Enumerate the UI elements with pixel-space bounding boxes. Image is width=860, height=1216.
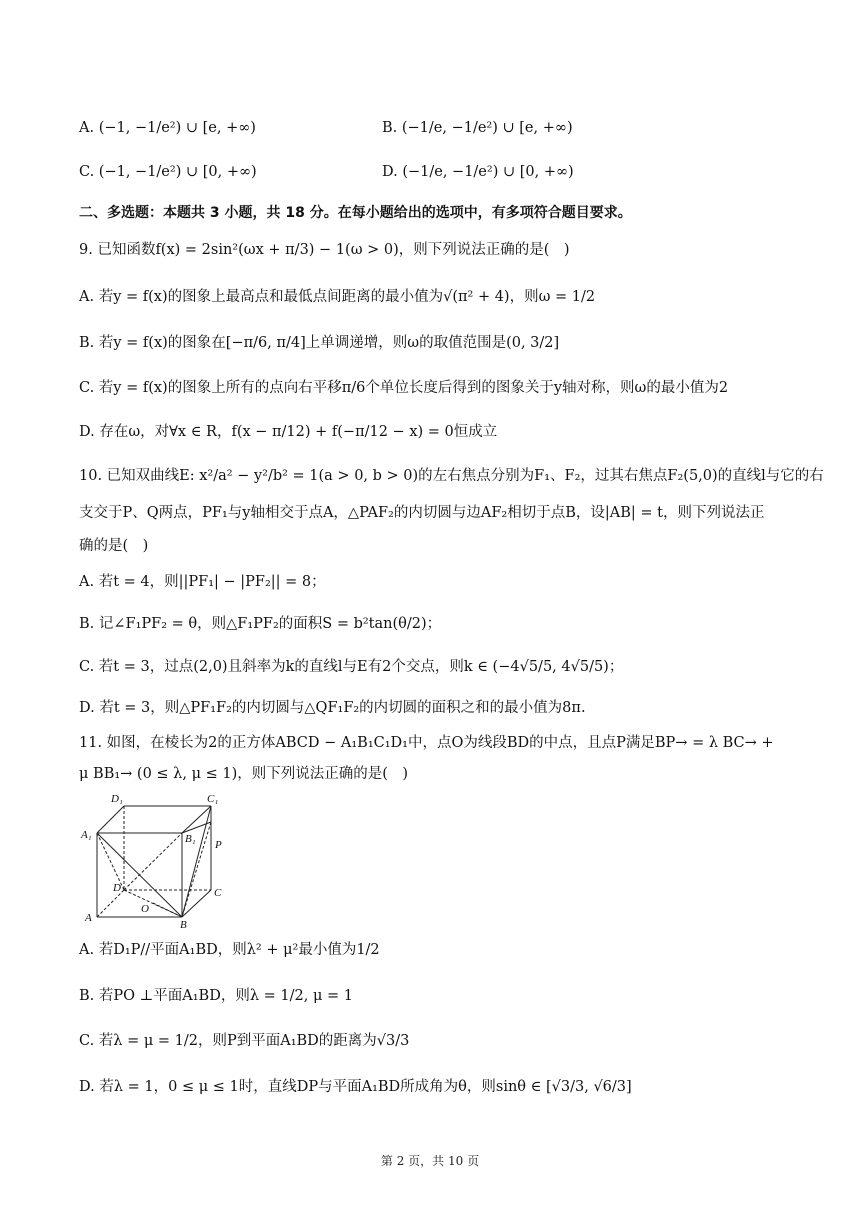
- label-b1: B₁: [185, 833, 196, 845]
- q8-option-c: C. (−1, −1/e²) ∪ [0, +∞): [79, 164, 257, 180]
- page-footer: 第 2 页，共 10 页: [380, 1154, 480, 1168]
- q11-option-a: A. 若D₁P//平面A₁BD，则λ² + μ²最小值为1/2: [79, 942, 380, 958]
- q9-option-d: D. 存在ω，对∀x ∈ R，f(x − π/12) + f(−π/12 − x) = 0恒成立: [79, 424, 498, 440]
- q11-stem-line2: μ BB₁→ (0 ≤ λ, μ ≤ 1)，则下列说法正确的是( ): [79, 766, 409, 782]
- q8-option-a: A. (−1, −1/e²) ∪ [e, +∞): [79, 120, 256, 136]
- q10-option-c: C. 若t = 3，过点(2,0)且斜率为k的直线l与E有2个交点，则k ∈ (−4√5/5, 4√5/5)；: [79, 659, 624, 675]
- q10-option-b: B. 记∠F₁PF₂ = θ，则△F₁PF₂的面积S = b²tan(θ/2)；: [79, 616, 442, 632]
- q10-stem-line2: 支交于P、Q两点，PF₁与y轴相交于点A，△PAF₂的内切圆与边AF₂相切于点B，设|AB| = t，则下列说法正: [79, 505, 765, 521]
- label-p: P: [215, 839, 222, 851]
- section-title: 二、多选题：本题共 3 小题，共 18 分。在每小题给出的选项中，有多项符合题目要求。: [79, 205, 632, 221]
- label-d: D: [113, 882, 121, 894]
- q11-option-d: D. 若λ = 1，0 ≤ μ ≤ 1时，直线DP与平面A₁BD所成角为θ，则sinθ ∈ [√3/3, √6/3]: [79, 1079, 632, 1095]
- q9-option-b: B. 若y = f(x)的图象在[−π/6, π/4]上单调递增，则ω的取值范围是(0, 3/2]: [79, 335, 560, 351]
- q10-option-a: A. 若t = 4，则||PF₁| − |PF₂|| = 8；: [79, 574, 326, 590]
- q8-option-b: B. (−1/e, −1/e²) ∪ [e, +∞): [382, 120, 573, 136]
- label-d1: D₁: [111, 793, 123, 805]
- label-a1: A₁: [81, 829, 92, 841]
- cube-figure: [79, 790, 239, 930]
- label-c: C: [214, 887, 222, 899]
- q9-stem: 9. 已知函数f(x) = 2sin²(ωx + π/3) − 1(ω > 0)，则下列说法正确的是( ): [79, 242, 570, 258]
- label-c1: C₁: [207, 793, 219, 805]
- q10-stem-line1: 10. 已知双曲线E: x²/a² − y²/b² = 1(a > 0, b > 0)的左右焦点分别为F₁、F₂，过其右焦点F₂(5,0)的直线l与它的右: [79, 468, 824, 484]
- label-a: A: [85, 912, 92, 924]
- q10-stem-line3: 确的是( ): [79, 538, 149, 554]
- label-o: O: [141, 903, 149, 915]
- label-b: B: [180, 919, 187, 930]
- q9-option-a: A. 若y = f(x)的图象上最高点和最低点间距离的最小值为√(π² + 4)，则ω = 1/2: [79, 289, 596, 305]
- q8-option-d: D. (−1/e, −1/e²) ∪ [0, +∞): [382, 164, 574, 180]
- q10-option-d: D. 若t = 3，则△PF₁F₂的内切圆与△QF₁F₂的内切圆的面积之和的最小值为8π.: [79, 700, 586, 716]
- q11-option-b: B. 若PO ⊥平面A₁BD，则λ = 1/2, μ = 1: [79, 988, 353, 1004]
- q11-stem-line1: 11. 如图，在棱长为2的正方体ABCD − A₁B₁C₁D₁中，点O为线段BD的中点，且点P满足BP→ = λ BC→ +: [79, 735, 774, 751]
- q9-option-c: C. 若y = f(x)的图象上所有的点向右平移π/6个单位长度后得到的图象关于y轴对称，则ω的最小值为2: [79, 380, 729, 396]
- q11-option-c: C. 若λ = μ = 1/2，则P到平面A₁BD的距离为√3/3: [79, 1033, 410, 1049]
